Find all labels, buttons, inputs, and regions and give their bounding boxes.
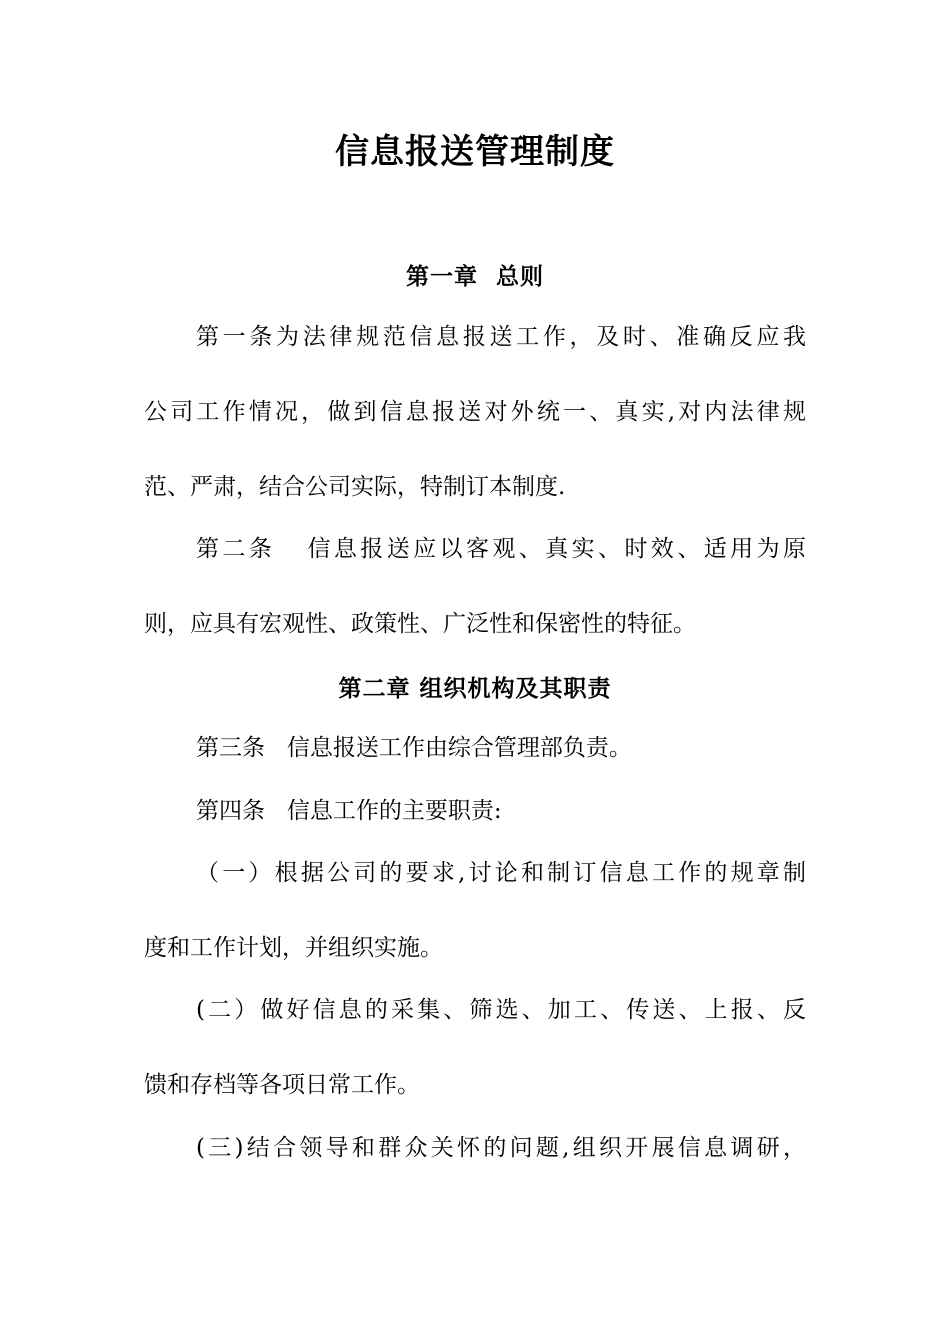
article-1-line-1: 第一条为法律规范信息报送工作，及时、准确反应我 <box>196 324 806 350</box>
chapter-2-heading: 第二章 组织机构及其职责 <box>338 676 612 702</box>
article-1-line-3: 范、严肃，结合公司实际，特制订本制度. <box>144 474 566 500</box>
item-1-line-2: 度和工作计划，并组织实施。 <box>144 935 443 961</box>
item-2-line-2: 馈和存档等各项日常工作。 <box>144 1072 420 1098</box>
chapter-1-heading: 第一章 总则 <box>405 264 544 290</box>
article-2-line-1: 第二条 信息报送应以客观、真实、时效、适用为原 <box>196 536 806 562</box>
article-2-line-2: 则，应具有宏观性、政策性、广泛性和保密性的特征。 <box>144 611 696 637</box>
item-1-line-1: （一）根据公司的要求,讨论和制订信息工作的规章制 <box>196 860 806 886</box>
article-1-line-2: 公司工作情况，做到信息报送对外统一、真实,对内法律规 <box>144 399 806 425</box>
document-title: 信息报送管理制度 <box>335 132 615 172</box>
item-3-line-1: (三)结合领导和群众关怀的问题,组织开展信息调研， <box>196 1135 806 1161</box>
item-2-line-1: (二）做好信息的采集、筛选、加工、传送、上报、反 <box>196 997 806 1023</box>
article-3: 第三条 信息报送工作由综合管理部负责。 <box>196 735 632 761</box>
article-4: 第四条 信息工作的主要职责: <box>196 798 502 824</box>
